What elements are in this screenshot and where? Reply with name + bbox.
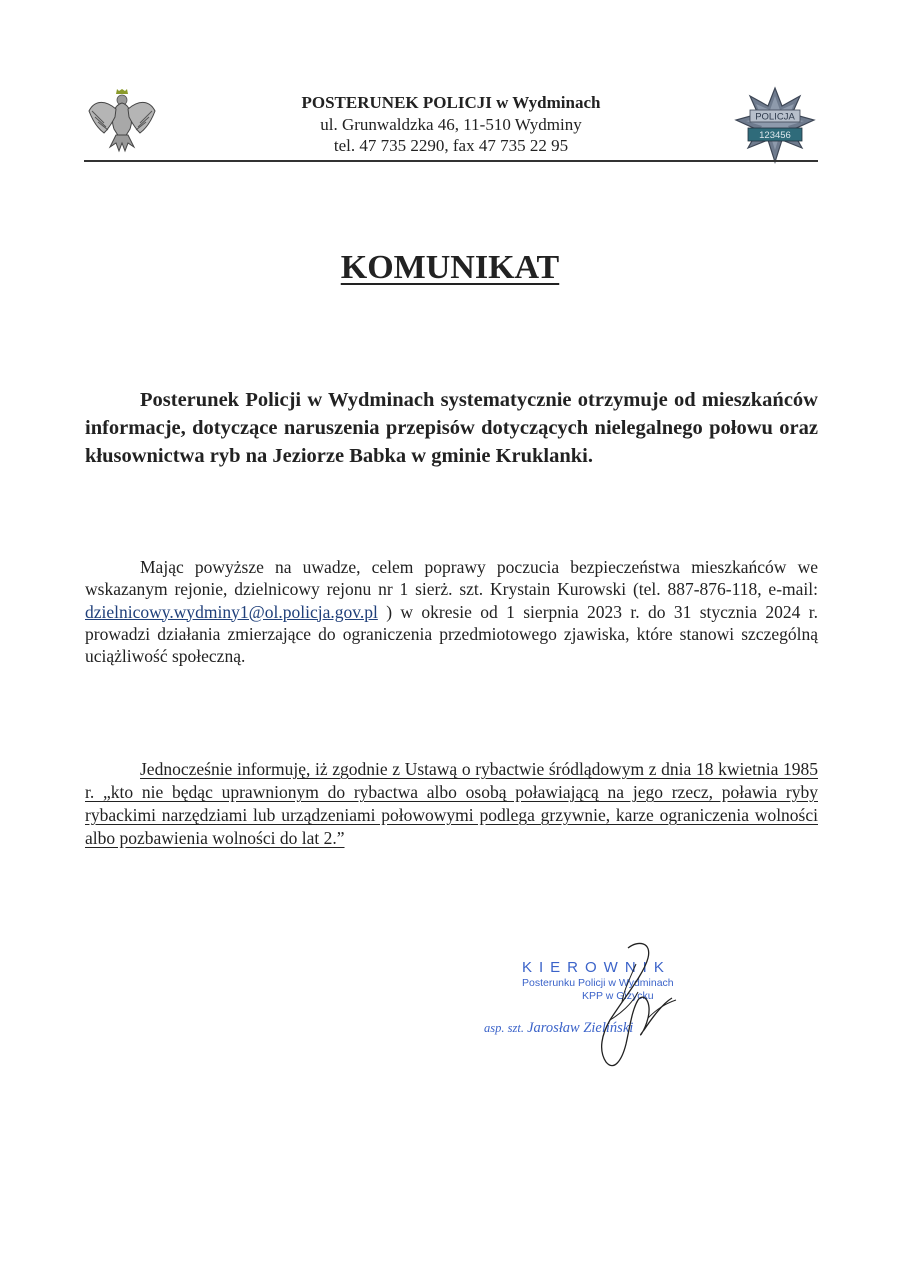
police-star-badge-icon [734,86,816,166]
letterhead [84,84,818,162]
header-text [184,92,718,156]
polish-eagle-emblem-icon [86,89,158,155]
stamp-title: KIEROWNIK [522,959,671,976]
email-link[interactable]: dzielnicowy.wydminy1@ol.policja.gov.pl [85,601,378,622]
institution-contact: tel. 47 735 2290, fax 47 735 22 95 [333,136,569,155]
badge-text: POLICJA [755,111,795,123]
paragraph-intro: Posterunek Policji w Wydminach systematycznie otrzymuje od mieszkańców informacje, dotyczące naruszenia przepisów dotyczących nielegalnego połowu oraz kłusownictwa ryb na Jeziorze Babka w gminie Kruklanki. [85,389,818,467]
paragraph-actions: Mając powyższe na uwadze, celem poprawy poczucia bezpieczeństwa mieszkańców we wskazanym rejonie, dzielnicowy rejonu nr 1 sierż. szt. Krystain Kurowski (tel. 887-876-118, e-mail: dzielnicowy.wydminy1@ol.policja.gov.pl ) w okresie od 1 sierpnia 2023 r. do 31 stycznia 2024 r. prowadzi działania zmierzające do ograniczenia przedmiotowego zjawiska, które stanowi szczególną uciążliwość społeczną. [85,557,818,667]
stamp-signatory: asp. szt. Jarosław Zieliński [484,1020,634,1036]
signatory-name: Jarosław Zieliński [527,1020,634,1036]
handwritten-signature-icon [540,940,700,1080]
header-divider [84,160,818,162]
stamp-line-2: KPP w Giżycku [582,990,654,1002]
document-title: KOMUNIKAT [340,249,560,286]
paragraph-legal-notice: Jednocześnie informuję, iż zgodnie z Ustawą o rybactwie śródlądowym z dnia 18 kwietnia 1985 r. „kto nie będąc uprawnionym do rybactwa albo osobą poławiającą na jego rzecz, poławia ryby rybackimi narzędziami lub urządzeniami połowowymi podlega grzywnie, karze ograniczenia wolności albo pozbawienia wolności do lat 2.” [85,759,818,848]
official-stamp [484,945,720,1085]
institution-address: ul. Grunwaldzka 46, 11-510 Wydminy [320,115,582,134]
badge-number: 123456 [759,130,791,141]
stamp-line-1: Posterunku Policji w Wydminach [522,977,674,989]
institution-name: POSTERUNEK POLICJI w Wydminach [301,93,601,112]
